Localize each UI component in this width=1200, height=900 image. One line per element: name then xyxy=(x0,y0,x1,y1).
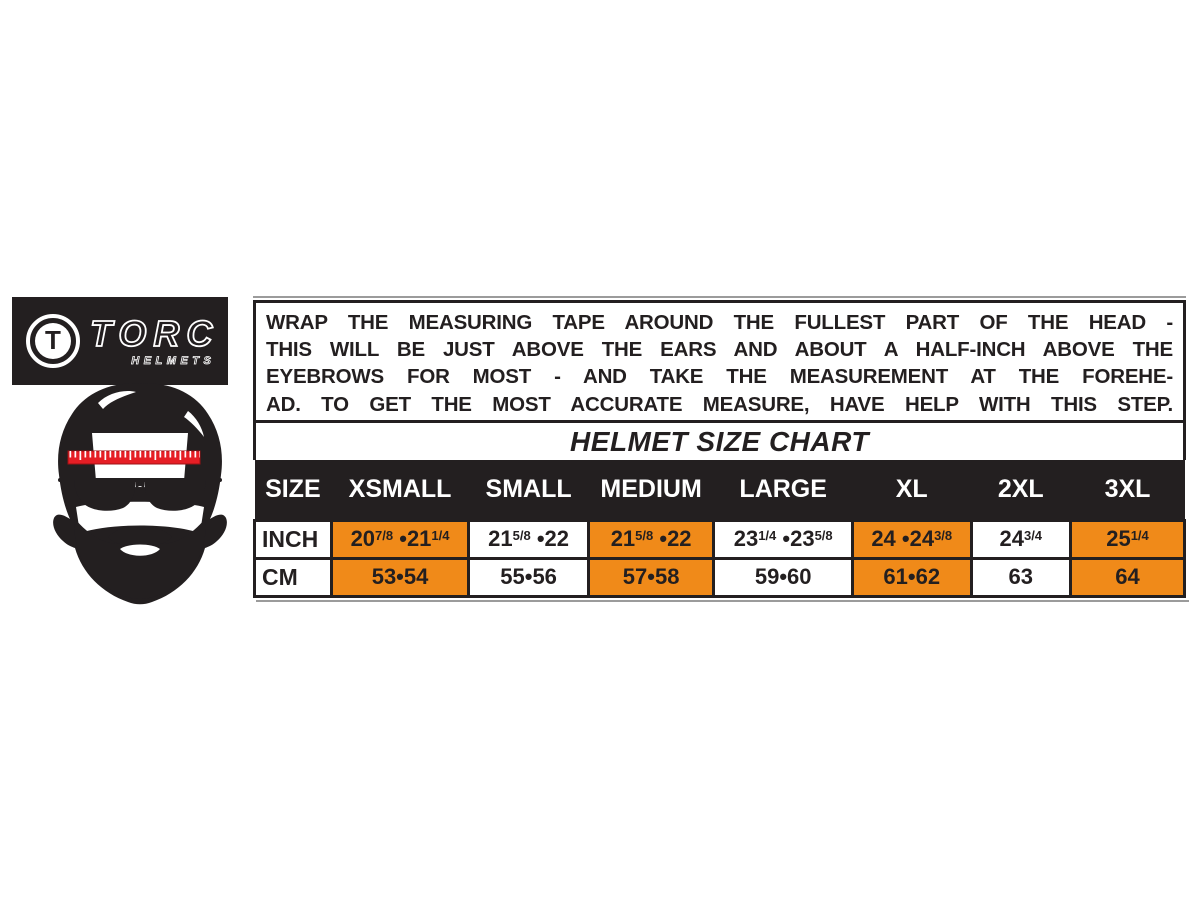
torc-t-letter: T xyxy=(45,325,61,355)
torc-t-icon-disc xyxy=(35,323,71,359)
bottom-shadow-line xyxy=(256,600,1189,602)
column-header-xl: XL xyxy=(852,460,971,520)
row-label-cm: CM xyxy=(255,558,332,596)
cell-cm-2xl: 63 xyxy=(971,558,1071,596)
cell-cm-xl: 61•62 xyxy=(852,558,971,596)
torc-t-icon xyxy=(26,314,80,368)
table-row-cm xyxy=(255,558,1185,596)
cell-inch-3xl: $25^{1/4}$ xyxy=(1071,520,1185,558)
cell-cm-xsmall: 53•54 xyxy=(331,558,469,596)
instructions-line: AD. TO GET THE MOST ACCURATE MEASURE, HAVE HELP WITH THIS STEP. xyxy=(266,392,1173,416)
brand-words xyxy=(90,312,220,367)
cell-inch-medium: $21^{5/8}$ •22 xyxy=(588,520,714,558)
instructions-line: EYEBROWS FOR MOST - AND TAKE THE MEASUREMENT AT THE FOREHE- xyxy=(266,365,1173,389)
cell-cm-large: 59•60 xyxy=(714,558,853,596)
row-label-inch: INCH xyxy=(255,520,332,558)
size-table xyxy=(253,460,1186,598)
cell-inch-small: $21^{5/8}$ •22 xyxy=(469,520,589,558)
chart-title-band xyxy=(253,423,1186,460)
cell-cm-3xl: 64 xyxy=(1071,558,1185,596)
instructions-line: WRAP THE MEASURING TAPE AROUND THE FULLEST PART OF THE HEAD - xyxy=(266,311,1173,334)
instructions-line: THIS WILL BE JUST ABOVE THE EARS AND ABOUT A HALF-INCH ABOVE THE xyxy=(266,338,1173,362)
chart-header-row xyxy=(255,460,1185,520)
cell-cm-small: 55•56 xyxy=(469,558,589,596)
cell-inch-large: $23^{1/4}$ $•23^{5/8}$ xyxy=(714,520,853,558)
cell-inch-2xl: $24^{3/4}$ xyxy=(971,520,1071,558)
cell-inch-xl: 24 $•24^{3/8}$ xyxy=(852,520,971,558)
instructions xyxy=(253,300,1186,423)
top-shadow-line xyxy=(253,296,1186,298)
chart-block xyxy=(253,300,1186,598)
chart-title: HELMET SIZE CHART xyxy=(570,425,869,457)
cell-cm-medium: 57•58 xyxy=(588,558,714,596)
column-header-small: SMALL xyxy=(469,460,589,520)
column-header-xsmall: XSMALL xyxy=(331,460,469,520)
column-header-size: SIZE xyxy=(255,460,332,520)
torc-logo-box xyxy=(12,297,228,385)
table-row-inch xyxy=(255,520,1185,558)
column-header-2xl: 2XL xyxy=(971,460,1071,520)
column-header-3xl: 3XL xyxy=(1071,460,1185,520)
measuring-head-illustration xyxy=(40,381,240,608)
column-header-medium: MEDIUM xyxy=(588,460,714,520)
measuring-tape xyxy=(68,451,200,464)
cell-inch-xsmall: $20^{7/8}$ $•21^{1/4}$ xyxy=(331,520,469,558)
brand-name: TORC xyxy=(90,312,220,354)
brand-subtitle: HELMETS xyxy=(131,354,216,367)
column-header-large: LARGE xyxy=(714,460,853,520)
chart-body xyxy=(255,520,1185,596)
